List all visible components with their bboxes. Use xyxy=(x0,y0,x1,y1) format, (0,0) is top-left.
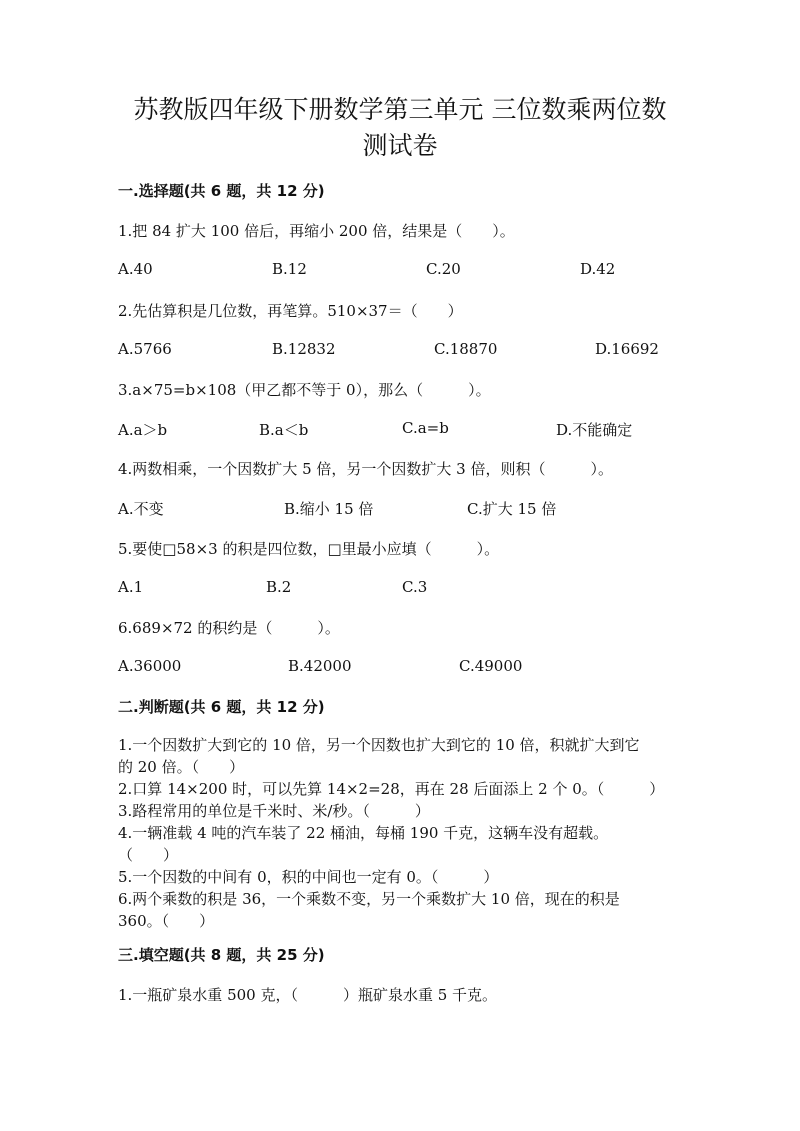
choice-2-option-b: B.12832 xyxy=(272,340,336,358)
choice-question-3: 3.a×75=b×108（甲乙都不等于 0），那么（ ）。 xyxy=(118,381,491,399)
judge-line: 6.两个乘数的积是 36，一个乘数不变，另一个乘数扩大 10 倍，现在的积是 xyxy=(118,890,620,908)
choice-6-option-c: C.49000 xyxy=(459,657,523,675)
choice-5-option-c: C.3 xyxy=(402,578,428,596)
judge-line: 2.口算 14×200 时，可以先算 14×2=28，再在 28 后面添上 2 个 0。（ ） xyxy=(118,780,665,798)
judge-block xyxy=(118,734,678,932)
choice-6-option-b: B.42000 xyxy=(288,657,352,675)
judge-line: 360。（ ） xyxy=(118,912,215,930)
choice-1-option-c: C.20 xyxy=(426,260,461,278)
choice-question-5: 5.要使□58×3 的积是四位数，□里最小应填（ ）。 xyxy=(118,540,500,558)
choice-6-option-a: A.36000 xyxy=(118,657,182,675)
choice-4-option-c: C.扩大 15 倍 xyxy=(467,500,557,518)
judge-line: 4.一辆准载 4 吨的汽车装了 22 桶油，每桶 190 千克，这辆车没有超载。 xyxy=(118,824,609,842)
judge-line: 3.路程常用的单位是千米时、米/秒。（ ） xyxy=(118,802,430,820)
choice-3-option-a: A.a＞b xyxy=(118,421,168,439)
choice-question-4: 4.两数相乘，一个因数扩大 5 倍，另一个因数扩大 3 倍，则积（ ）。 xyxy=(118,460,613,478)
choice-5-option-b: B.2 xyxy=(266,578,292,596)
judge-line: 5.一个因数的中间有 0，积的中间也一定有 0。（ ） xyxy=(118,868,499,886)
choice-2-option-a: A.5766 xyxy=(118,340,172,358)
choice-3-option-b: B.a＜b xyxy=(259,421,309,439)
choice-2-option-c: C.18870 xyxy=(434,340,498,358)
choice-question-1: 1.把 84 扩大 100 倍后，再缩小 200 倍，结果是（ ）。 xyxy=(118,222,515,240)
judge-line: 的 20 倍。（ ） xyxy=(118,758,245,776)
title-line-1: 苏教版四年级下册数学第三单元 三位数乘两位数 xyxy=(133,95,667,124)
choice-4-option-a: A.不变 xyxy=(118,500,164,518)
choice-question-2: 2.先估算积是几位数，再笔算。510×37＝（ ） xyxy=(118,302,463,320)
exam-title xyxy=(110,92,690,164)
choice-2-option-d: D.16692 xyxy=(595,340,659,358)
choice-5-option-a: A.1 xyxy=(118,578,144,596)
choice-4-option-b: B.缩小 15 倍 xyxy=(284,500,374,518)
choice-1-option-d: D.42 xyxy=(580,260,616,278)
judge-line: 1.一个因数扩大到它的 10 倍，另一个因数也扩大到它的 10 倍，积就扩大到它 xyxy=(118,736,640,754)
choice-question-6: 6.689×72 的积约是（ ）。 xyxy=(118,619,340,637)
choice-1-option-b: B.12 xyxy=(272,260,307,278)
fill-question-1: 1.一瓶矿泉水重 500 克，（ ）瓶矿泉水重 5 千克。 xyxy=(118,986,498,1004)
judge-line: （ ） xyxy=(118,846,179,864)
section-judge-heading: 二.判断题(共 6 题，共 12 分) xyxy=(118,698,325,716)
choice-1-option-a: A.40 xyxy=(118,260,153,278)
choice-3-option-c: C.a=b xyxy=(402,419,449,437)
title-line-2: 测试卷 xyxy=(362,131,438,160)
section-choice-heading: 一.选择题(共 6 题，共 12 分) xyxy=(118,182,325,200)
section-fill-heading: 三.填空题(共 8 题，共 25 分) xyxy=(118,946,325,964)
choice-3-option-d: D.不能确定 xyxy=(556,421,633,439)
